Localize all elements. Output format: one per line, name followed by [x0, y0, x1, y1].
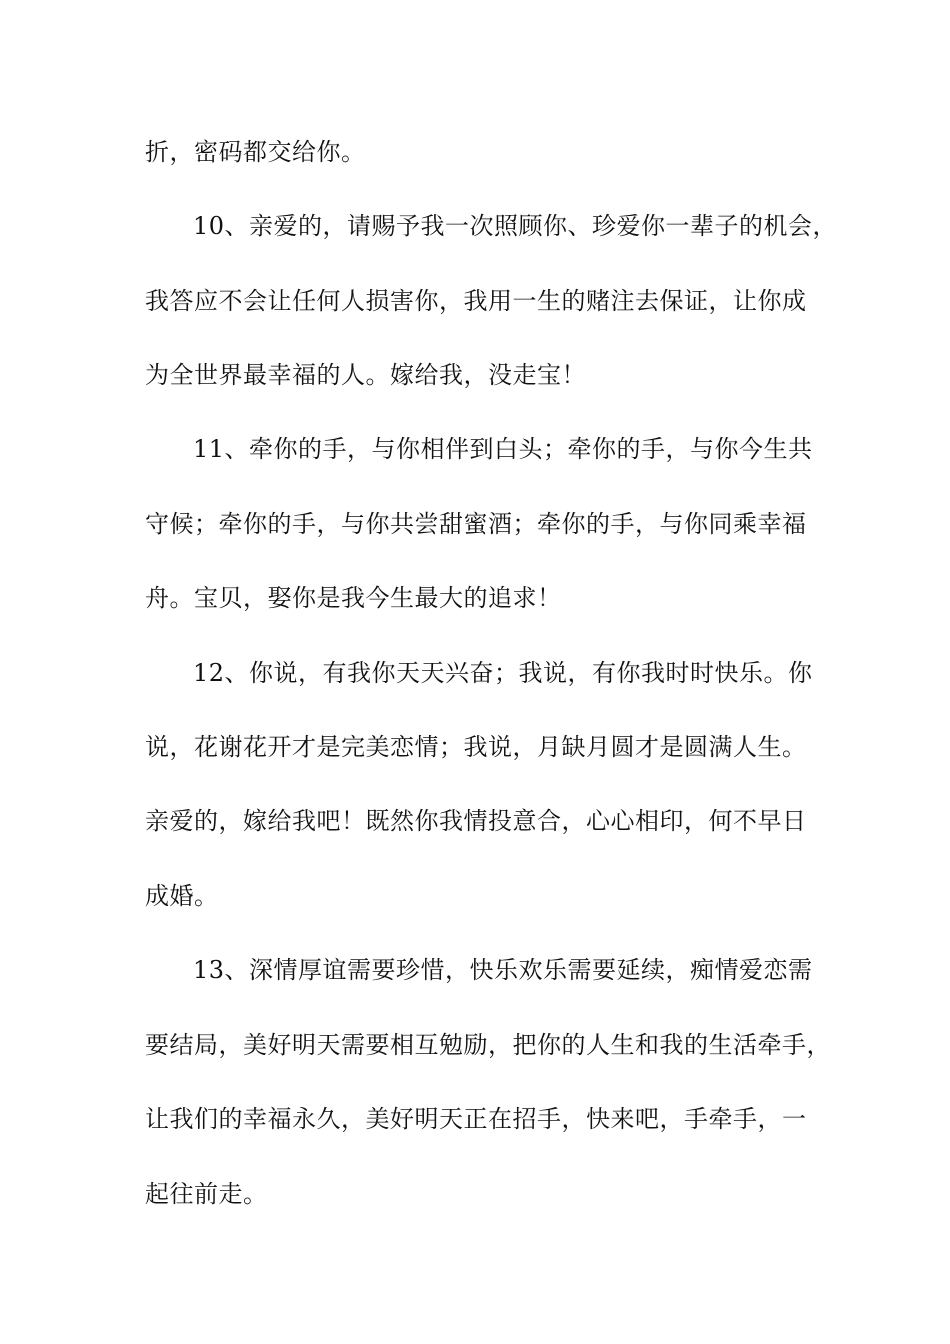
- paragraph-12-line-2: 说，花谢花开才是完美恋情；我说，月缺月圆才是圆满人生。: [145, 733, 807, 761]
- paragraph-13-line-2: 要结局，美好明天需要相互勉励，把你的人生和我的生活牵手，: [145, 1031, 831, 1059]
- paragraph-10-line-2: 我答应不会让任何人损害你，我用一生的赌注去保证，让你成: [145, 287, 807, 315]
- paragraph-13-line-4: 起往前走。: [145, 1180, 268, 1208]
- text-line: 折，密码都交给你。: [145, 138, 366, 166]
- paragraph-11-line-3: 舟。宝贝，娶你是我今生最大的追求！: [145, 584, 562, 612]
- paragraph-12-line-4: 成婚。: [145, 882, 219, 910]
- paragraph-12-line-1: 12、你说，有我你天天兴奋；我说，有你我时时快乐。你: [193, 659, 813, 687]
- paragraph-11-line-1: 11、牵你的手，与你相伴到白头；牵你的手，与你今生共: [193, 435, 813, 463]
- paragraph-10-line-3: 为全世界最幸福的人。嫁给我，没走宝！: [145, 361, 586, 389]
- paragraph-12-line-3: 亲爱的，嫁给我吧！既然你我情投意合，心心相印，何不早日: [145, 807, 807, 835]
- paragraph-13-line-1: 13、深情厚谊需要珍惜，快乐欢乐需要延续，痴情爱恋需: [193, 956, 813, 984]
- paragraph-11-line-2: 守候；牵你的手，与你共尝甜蜜酒；牵你的手，与你同乘幸福: [145, 510, 807, 538]
- paragraph-13-line-3: 让我们的幸福永久，美好明天正在招手，快来吧，手牵手，一: [145, 1105, 807, 1133]
- paragraph-10-line-1: 10、亲爱的，请赐予我一次照顾你、珍爱你一辈子的机会，: [193, 212, 838, 240]
